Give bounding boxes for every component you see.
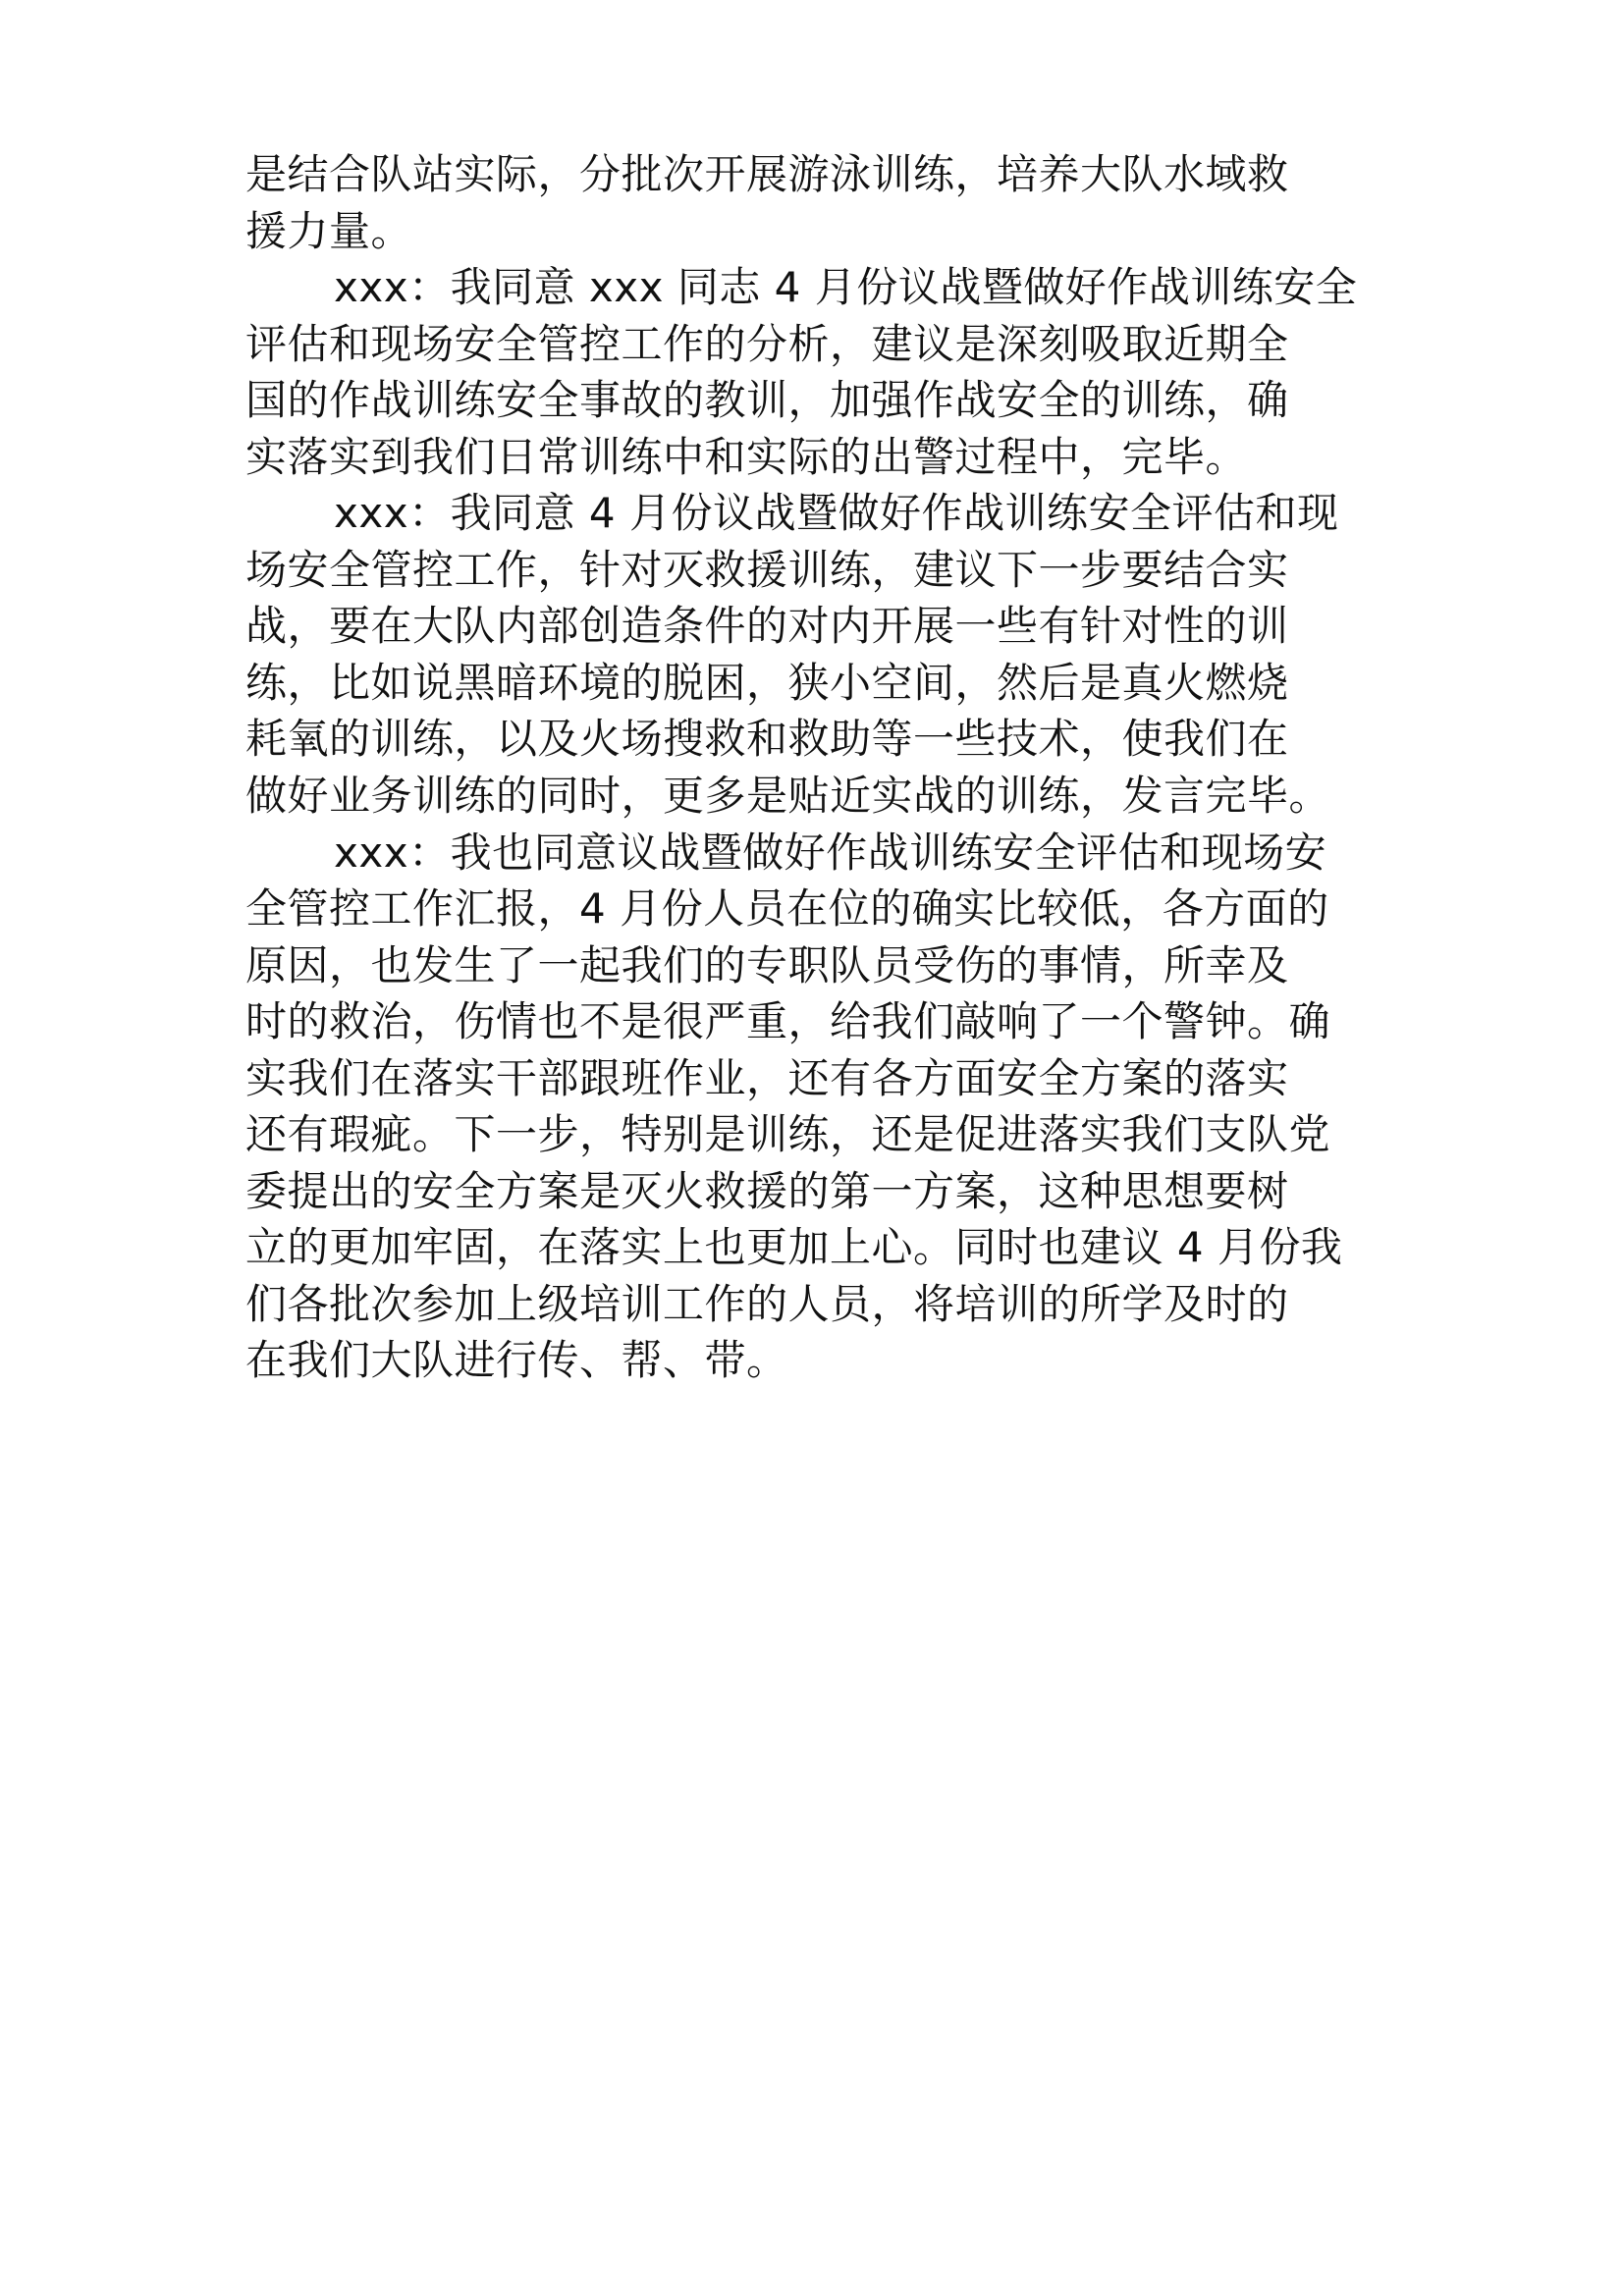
text-line: 评估和现场安全管控工作的分析，建议是深刻吸取近期全 bbox=[245, 320, 1289, 368]
text-line: 们各批次参加上级培训工作的人员，将培训的所学及时的 bbox=[245, 1280, 1289, 1328]
text-line: 练，比如说黑暗环境的脱困，狭小空间，然后是真火燃烧 bbox=[245, 659, 1289, 707]
text-line: 实我们在落实干部跟班作业，还有各方面安全方案的落实 bbox=[245, 1054, 1289, 1102]
text-line: 战，要在大队内部创造条件的对内开展一些有针对性的训 bbox=[245, 602, 1289, 650]
text-line: 时的救治，伤情也不是很严重，给我们敲响了一个警钟。确 bbox=[245, 997, 1331, 1045]
text-line: xxx：我同意 4 月份议战暨做好作战训练安全评估和现 bbox=[334, 489, 1339, 537]
text-line: 实落实到我们日常训练中和实际的出警过程中，完毕。 bbox=[245, 433, 1248, 481]
text-line: 国的作战训练安全事故的教训，加强作战安全的训练，确 bbox=[245, 376, 1289, 424]
text-line: 做好业务训练的同时，更多是贴近实战的训练，发言完毕。 bbox=[245, 772, 1331, 820]
text-line: 是结合队站实际，分批次开展游泳训练，培养大队水域救 bbox=[245, 150, 1289, 198]
text-line: 耗氧的训练，以及火场搜救和救助等一些技术，使我们在 bbox=[245, 715, 1289, 763]
text-line: 立的更加牢固，在落实上也更加上心。同时也建议 4 月份我 bbox=[245, 1223, 1343, 1271]
text-line: 援力量。 bbox=[245, 207, 413, 255]
text-line: 全管控工作汇报，4 月份人员在位的确实比较低，各方面的 bbox=[245, 884, 1329, 933]
text-line: 还有瑕疵。下一步，特别是训练，还是促进落实我们支队党 bbox=[245, 1110, 1331, 1158]
text-line: xxx：我同意 xxx 同志 4 月份议战暨做好作战训练安全 bbox=[334, 263, 1358, 311]
text-line: 在我们大队进行传、帮、带。 bbox=[245, 1336, 788, 1384]
text-line: xxx：我也同意议战暨做好作战训练安全评估和现场安 bbox=[334, 828, 1327, 877]
text-line: 委提出的安全方案是灭火救援的第一方案，这种思想要树 bbox=[245, 1167, 1289, 1215]
text-line: 场安全管控工作，针对灭救援训练，建议下一步要结合实 bbox=[245, 546, 1289, 594]
text-line: 原因，也发生了一起我们的专职队员受伤的事情，所幸及 bbox=[245, 941, 1289, 989]
